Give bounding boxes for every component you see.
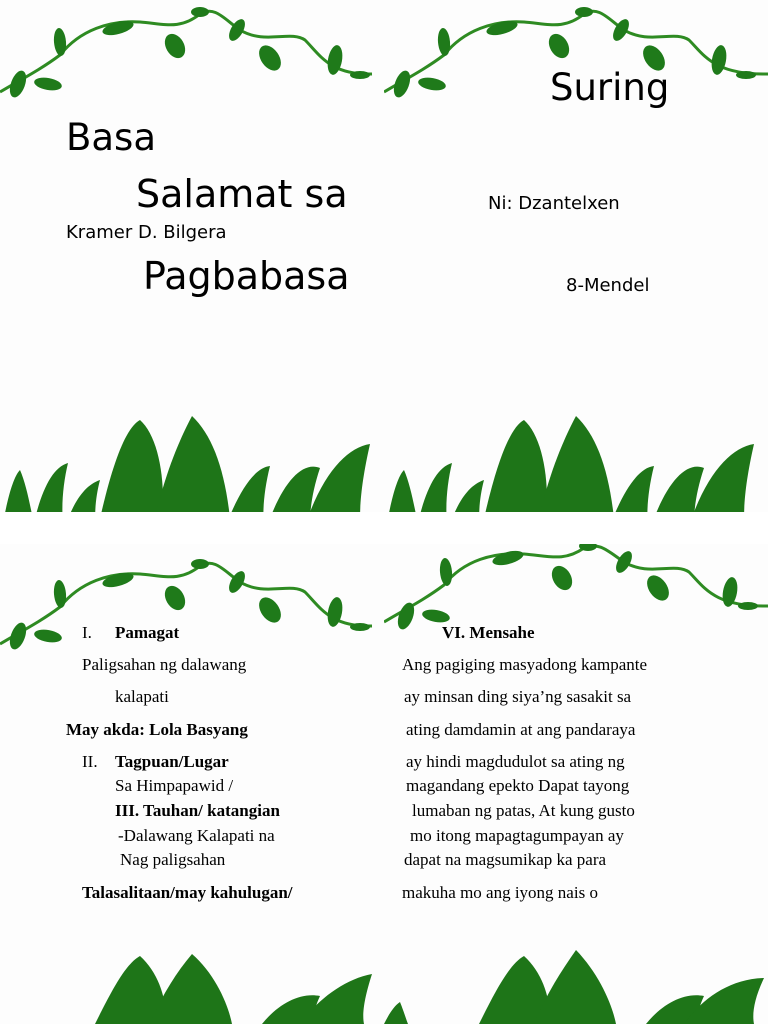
grass-decoration: [384, 944, 768, 1024]
item2-number: II.: [82, 752, 98, 771]
vine-decoration: [0, 544, 384, 654]
slide-title-right: [384, 0, 768, 512]
message-line: ating damdamin at ang pandaraya: [406, 720, 636, 739]
setting-line: Sa Himpapawid /: [115, 776, 234, 795]
section-name: 8-Mendel: [566, 275, 650, 296]
item3-label: III. Tauhan/ katangian: [115, 801, 280, 820]
author-name: Kramer D. Bilgera: [66, 222, 227, 243]
byline: Ni: Dzantelxen: [488, 193, 620, 214]
character-line-1: -Dalawang Kalapati na: [118, 826, 275, 845]
message-line: Ang pagiging masyadong kampante: [402, 655, 648, 674]
item2-label: Tagpuan/Lugar: [115, 752, 229, 771]
item1-label: Pamagat: [115, 623, 180, 642]
title-salamat-sa: Salamat sa: [136, 172, 348, 216]
message-line: ay minsan ding siya’ng sasakit sa: [404, 687, 632, 706]
message-line: lumaban ng patas, At kung gusto: [412, 801, 635, 820]
message-line: mo itong mapagtagumpayan ay: [410, 826, 624, 845]
title-basa: Basa: [66, 116, 157, 159]
title-suring: Suring: [550, 66, 670, 109]
message-line: dapat na magsumikap ka para: [404, 850, 607, 869]
title-pagbabasa: Pagbabasa: [143, 254, 350, 298]
grass-decoration: [0, 408, 384, 512]
vine-decoration: [0, 0, 384, 110]
character-line-2: Nag paligsahan: [120, 850, 226, 869]
grass-decoration: [0, 944, 384, 1024]
vocab-label: Talasalitaan/may kahulugan/: [82, 883, 293, 902]
message-line: magandang epekto Dapat tayong: [406, 776, 630, 795]
author-line: May akda: Lola Basyang: [66, 720, 248, 739]
title-line-1: Paligsahan ng dalawang: [82, 655, 247, 674]
message-line: ay hindi magdudulot sa ating ng: [406, 752, 625, 771]
title-line-2: kalapati: [115, 687, 169, 706]
slide-title-left: [0, 0, 384, 512]
item1-number: I.: [82, 623, 92, 642]
message-line: makuha mo ang iyong nais o: [402, 883, 598, 902]
message-heading: VI. Mensahe: [442, 623, 535, 642]
grass-decoration: [384, 408, 768, 512]
slide-content-left: [0, 544, 384, 1024]
slide-content-right: [384, 544, 768, 1024]
